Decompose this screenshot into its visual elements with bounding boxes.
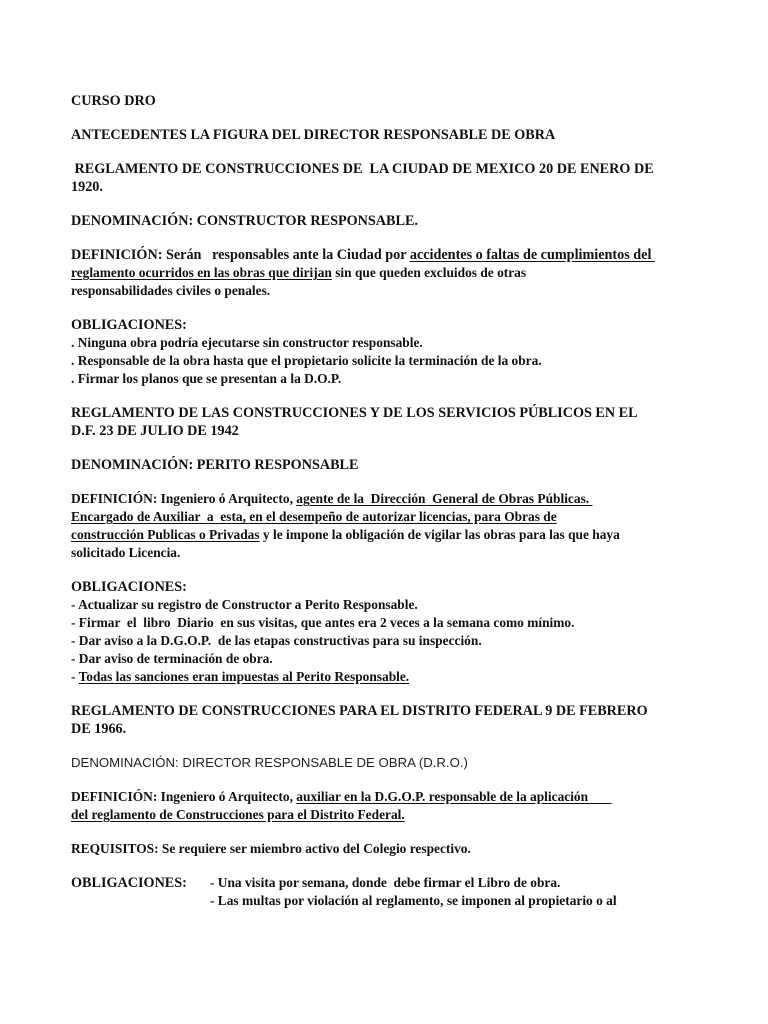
section3-obligaciones-label: OBLIGACIONES:: [71, 875, 187, 891]
section1-definicion-line2: [71, 264, 701, 282]
section1-heading-line1: REGLAMENTO DE CONSTRUCCIONES DE LA CIUDAD DE MEXICO 20 DE ENERO DE: [71, 161, 654, 177]
section3-obligacion-item: - Una visita por semana, donde debe firmar el Libro de obra.: [210, 875, 561, 890]
section3-obligaciones-row: [71, 874, 701, 910]
section1-def-text: DEFINICIÓN: Serán responsables ante la Ciudad por: [71, 247, 410, 263]
section2-def-text: DEFINICIÓN: Ingeniero ó Arquitecto,: [71, 491, 297, 506]
section3-def-underlined-2: del reglamento de Construcciones para el Distrito Federal.: [71, 807, 405, 822]
section1-def-underlined-2: reglamento ocurridos en las obras que dirijan: [71, 265, 332, 280]
section3-obligacion-item: - Las multas por violación al reglamento, se imponen al propietario o al: [210, 893, 617, 908]
section1-def-text-2: sin que queden excluidos de otras: [331, 265, 527, 280]
section1-obligaciones-label: OBLIGACIONES:: [71, 317, 187, 333]
section3-heading-line1: REGLAMENTO DE CONSTRUCCIONES PARA EL DISTRITO FEDERAL 9 DE FEBRERO: [71, 703, 648, 719]
section1-definicion-line3: responsabilidades civiles o penales.: [71, 283, 271, 298]
document-subtitle: ANTECEDENTES LA FIGURA DEL DIRECTOR RESPONSABLE DE OBRA: [71, 127, 556, 143]
section3-requisitos: REQUISITOS: Se requiere ser miembro activo del Colegio respectivo.: [71, 841, 471, 856]
section2-def-underlined-2: Encargado de Auxiliar a esta, en el desempeño de autorizar licencias, para Obras de: [71, 509, 557, 524]
section2-obligacion-item-last: [71, 668, 701, 686]
section2-def-text-3: y le impone la obligación de vigilar las obras para las que haya: [259, 527, 620, 542]
section2-definicion-line1: [71, 490, 701, 508]
section1-definicion-line1: [71, 246, 701, 264]
section3-def-underlined: auxiliar en la D.G.O.P. responsable de la aplicación: [296, 789, 612, 804]
section2-def-underlined-3: construcción Publicas o Privadas: [71, 527, 260, 542]
section1-obligacion-item: . Firmar los planos que se presentan a la D.O.P.: [71, 371, 342, 386]
section1-heading-line2: 1920.: [71, 179, 103, 195]
section2-definicion-line4: solicitado Licencia.: [71, 545, 181, 560]
section2-def-underlined: agente de la Dirección General de Obras Públicas.: [296, 491, 593, 506]
section1-obligacion-item: . Ninguna obra podría ejecutarse sin constructor responsable.: [71, 335, 423, 350]
section2-definicion-line2: [71, 508, 701, 526]
document-page: [71, 92, 701, 910]
section1-obligacion-item: . Responsable de la obra hasta que el propietario solicite la terminación de la obra.: [71, 353, 542, 368]
section3-denominacion: DENOMINACIÓN: DIRECTOR RESPONSABLE DE OBRA (D.R.O.): [71, 755, 468, 770]
section2-definicion-line3: [71, 526, 701, 544]
section2-heading-line2: D.F. 23 DE JULIO DE 1942: [71, 423, 239, 439]
section3-definicion-line1: [71, 788, 701, 806]
section2-obligacion-item: - Dar aviso de terminación de obra.: [71, 651, 273, 666]
section1-def-underlined: accidentes o faltas de cumplimientos del: [409, 247, 655, 263]
section2-heading-line1: REGLAMENTO DE LAS CONSTRUCCIONES Y DE LOS SERVICIOS PÚBLICOS EN EL: [71, 405, 638, 421]
section3-definicion-line2: [71, 806, 701, 824]
section1-denominacion: DENOMINACIÓN: CONSTRUCTOR RESPONSABLE.: [71, 213, 418, 229]
section2-oblig-last-prefix: -: [71, 669, 79, 684]
section2-oblig-last-underlined: Todas las sanciones eran impuestas al Perito Responsable.: [78, 669, 410, 684]
section2-denominacion: DENOMINACIÓN: PERITO RESPONSABLE: [71, 457, 359, 473]
section2-obligacion-item: - Dar aviso a la D.G.O.P. de las etapas constructivas para su inspección.: [71, 633, 482, 648]
section3-def-text: DEFINICIÓN: Ingeniero ó Arquitecto,: [71, 789, 297, 804]
section2-obligacion-item: - Firmar el libro Diario en sus visitas, que antes era 2 veces a la semana como mínimo.: [71, 615, 575, 630]
section2-obligacion-item: - Actualizar su registro de Constructor a Perito Responsable.: [71, 597, 418, 612]
section3-obligaciones-list: [210, 874, 617, 910]
section2-obligaciones-label: OBLIGACIONES:: [71, 579, 187, 595]
section3-heading-line2: DE 1966.: [71, 721, 127, 737]
document-title: CURSO DRO: [71, 93, 156, 109]
